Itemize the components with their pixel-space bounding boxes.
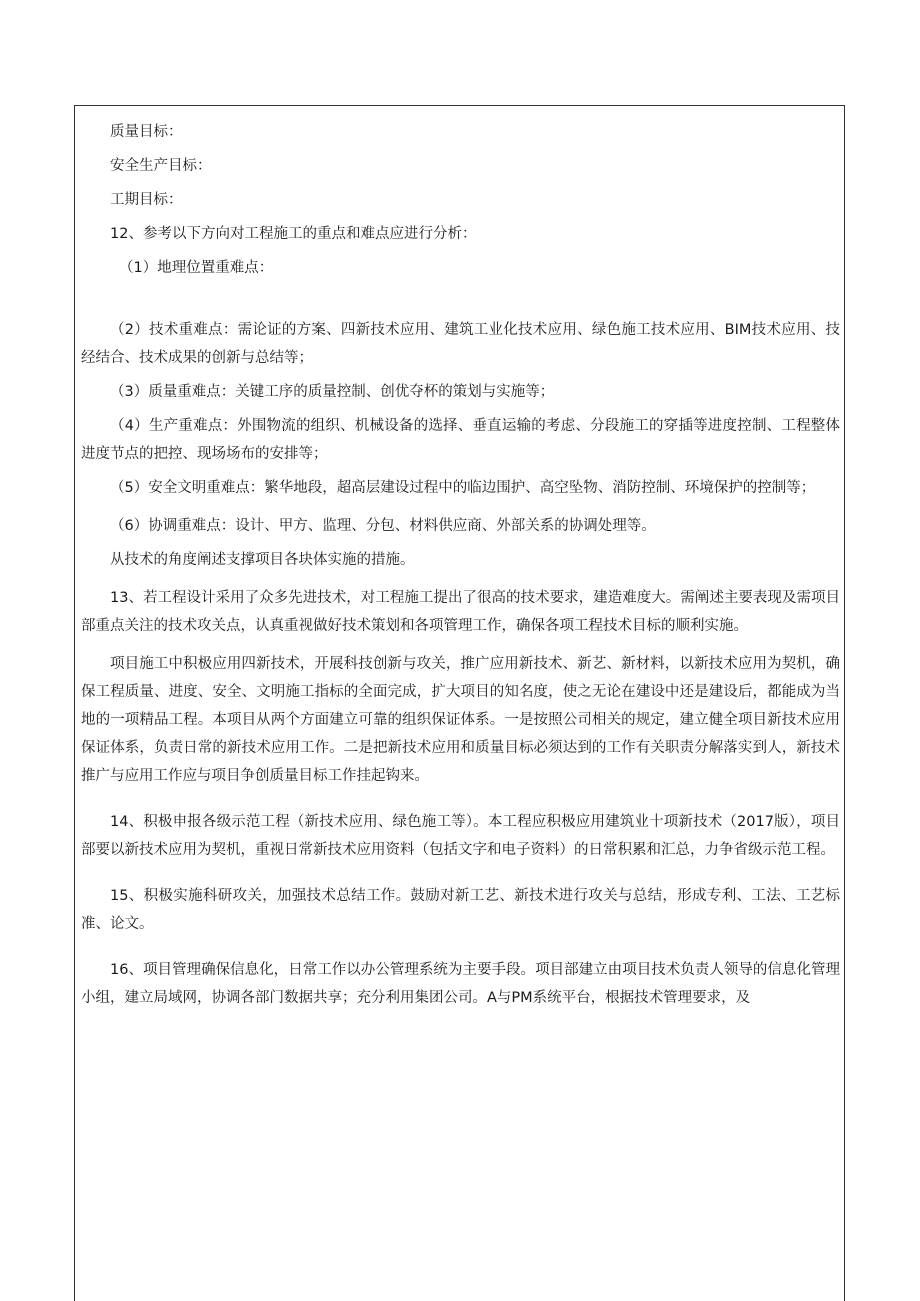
item-12-title: 12、参考以下方向对工程施工的重点和难点应进行分析： [110, 226, 477, 242]
item-12-point-5: （5）安全文明重难点：繁华地段，超高层建设过程中的临边围护、高空坠物、消防控制、环境保护的控制等； [110, 480, 816, 496]
item-12-point-6: （6）协调重难点：设计、甲方、监理、分包、材料供应商、外部关系的协调处理等。 [110, 518, 656, 534]
new-tech-paragraph: 项目施工中积极应用四新技术，开展科技创新与攻关，推广应用新技术、新艺、新材料，以新技术应用为契机，确保工程质量、进度、安全、文明施工指标的全面完成，扩大项目的知名度，使之无论在建设中还是建设后，都能成为当地的一项精品工程。本项目从两个方面建立可靠的组织保证体系。一是按照公司相关的规定，建立健全项目新技术应用保证体系，负责日常的新技术应用工作。二是把新技术应用和质量目标必须达到的工作有关职责分解落实到人，新技术推广与应用工作应与项目争创质量目标工作挂起钩来。 [81, 656, 840, 784]
item-12-point-4: （4）生产重难点：外围物流的组织、机械设备的选择、垂直运输的考虑、分段施工的穿插等进度控制、工程整体进度节点的把控、现场场布的安排等； [81, 418, 840, 462]
item-14: 14、积极申报各级示范工程（新技术应用、绿色施工等）。本工程应积极应用建筑业十项新技术（2017版），项目部要以新技术应用为契机，重视日常新技术应用资料（包括文字和电子资料）的日常积累和汇总，力争省级示范工程。 [81, 814, 840, 858]
schedule-target: 工期目标： [110, 192, 183, 208]
item-13: 13、若工程设计采用了众多先进技术，对工程施工提出了很高的技术要求，建造难度大。需阐述主要表现及需项目部重点关注的技术攻关点，认真重视做好技术策划和各项管理工作，确保各项工程技术目标的顺利实施。 [81, 590, 840, 634]
quality-target: 质量目标： [110, 124, 183, 140]
tech-support-line: 从技术的角度阐述支撑项目各块体实施的措施。 [110, 552, 415, 568]
item-12-point-3: （3）质量重难点：关键工序的质量控制、创优夺杯的策划与实施等； [110, 384, 555, 400]
item-12-point-1: （1）地理位置重难点： [119, 260, 274, 276]
document-body [81, 118, 840, 1012]
item-12-point-2: （2）技术重难点：需论证的方案、四新技术应用、建筑工业化技术应用、绿色施工技术应用、BIM技术应用、技经结合、技术成果的创新与总结等； [81, 322, 840, 366]
item-16: 16、项目管理确保信息化，日常工作以办公管理系统为主要手段。项目部建立由项目技术负责人领导的信息化管理小组，建立局域网，协调各部门数据共享；充分利用集团公司。A与PM系统平台，根据技术管理要求，及 [81, 962, 840, 1006]
safety-target: 安全生产目标： [110, 158, 212, 174]
item-15: 15、积极实施科研攻关，加强技术总结工作。鼓励对新工艺、新技术进行攻关与总结，形成专利、工法、工艺标准、论文。 [81, 888, 840, 932]
